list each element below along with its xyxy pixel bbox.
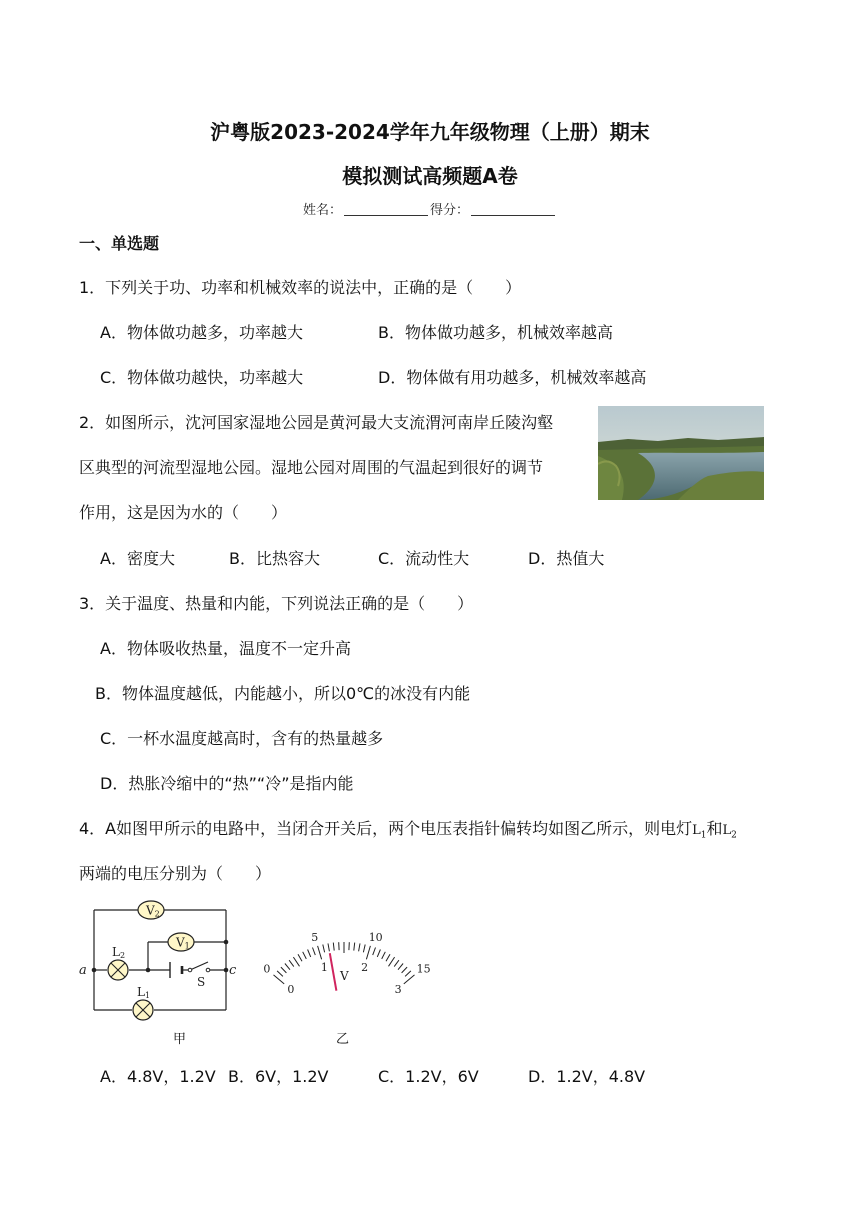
circuit-diagram — [76, 898, 246, 1048]
dial-tick — [308, 950, 311, 957]
dial-outer-label: 5 — [311, 931, 319, 945]
label-l2: L2 — [112, 945, 126, 960]
dial-tick — [354, 943, 355, 951]
label-switch: S — [197, 975, 206, 989]
figure-caption-yi: 乙 — [336, 1032, 350, 1047]
lamp-l1-icon — [133, 1000, 153, 1020]
dial-tick — [333, 943, 334, 951]
score-label: 得分： — [430, 203, 470, 218]
dial-inner-label: 2 — [361, 960, 369, 974]
dial-tick — [394, 960, 399, 966]
question-2-stem-line-1: 2．如图所示，沈河国家湿地公园是黄河最大支流渭河南岸丘陵沟壑 — [79, 413, 554, 432]
meter-needle — [330, 953, 337, 991]
q1-option-b: B．物体做功越多，机械效率越高 — [378, 323, 613, 342]
svg-text:V2: V2 — [146, 903, 160, 919]
title-line-2: 模拟测试高频题A卷 — [342, 164, 518, 188]
label-node-c: c — [229, 963, 237, 978]
q2-option-b: B．比热容大 — [229, 549, 320, 568]
score-blank — [471, 215, 555, 216]
dial-tick — [323, 945, 325, 953]
lamp-l2-label: $L_2$ — [722, 823, 737, 841]
dial-outer-label: 10 — [368, 931, 383, 945]
dial-tick — [277, 971, 283, 977]
dial-outer-label: 0 — [263, 962, 271, 976]
q4-option-a: A．4.8V，1.2V — [100, 1067, 216, 1086]
dial-tick — [366, 946, 370, 959]
dial-tick — [405, 971, 411, 977]
question-1-stem: 1．下列关于功、功率和机械效率的说法中，正确的是（ ） — [79, 278, 522, 297]
lamp-l1-label: $L_1$ — [692, 823, 707, 841]
title-line-1: 沪粤版2023-2024学年九年级物理（上册）期末 — [210, 120, 650, 144]
dial-inner-label: 0 — [287, 983, 295, 996]
voltmeter-v1-icon — [168, 933, 194, 951]
name-label: 姓名： — [302, 203, 342, 218]
section-heading: 一、单选题 — [79, 234, 160, 253]
dial-tick — [293, 957, 299, 966]
dial-tick — [289, 960, 294, 966]
q3-option-a: A．物体吸收热量，温度不一定升高 — [100, 639, 351, 658]
question-4-stem-line-2: 两端的电压分别为（ ） — [79, 864, 272, 883]
question-3-stem: 3．关于温度、热量和内能，下列说法正确的是（ ） — [79, 594, 474, 613]
dial-tick — [359, 943, 360, 951]
figure-caption-jia: 甲 — [173, 1032, 187, 1047]
q1-option-d: D．物体做有用功越多，机械效率越高 — [378, 368, 647, 387]
dial-tick — [373, 948, 376, 956]
lamp-l2-icon — [108, 960, 128, 980]
q3-option-c: C．一杯水温度越高时，含有的热量越多 — [100, 729, 384, 748]
q4-option-b: B．6V，1.2V — [228, 1067, 329, 1086]
svg-text:V1: V1 — [176, 935, 190, 951]
question-2-stem-line-3: 作用，这是因为水的（ ） — [79, 503, 288, 522]
dial-tick — [363, 945, 365, 953]
dial-tick — [285, 964, 290, 970]
q3-option-b: B．物体温度越低，内能越小，所以0℃的冰没有内能 — [95, 684, 471, 703]
voltmeter-v2-icon — [138, 901, 164, 919]
dial-tick — [313, 948, 316, 956]
question-2-stem-line-2: 区典型的河流型湿地公园。湿地公园对周围的气温起到很好的调节 — [79, 458, 544, 477]
label-node-a: a — [79, 963, 87, 978]
q4-option-d: D．1.2V，4.8V — [528, 1067, 646, 1086]
dial-tick — [318, 946, 322, 959]
dial-outer-label: 15 — [416, 962, 431, 976]
dial-tick — [402, 967, 408, 973]
q4-option-c: C．1.2V，6V — [378, 1067, 479, 1086]
student-info — [0, 199, 860, 218]
q2-option-d: D．热值大 — [528, 549, 605, 568]
q2-option-a: A．密度大 — [100, 549, 175, 568]
q1-option-a: A．物体做功越多，功率越大 — [100, 323, 303, 342]
wetland-river-photo — [598, 406, 764, 500]
dial-tick — [398, 964, 403, 970]
q3-option-d: D．热胀冷缩中的“热”“冷”是指内能 — [100, 774, 354, 793]
dial-tick — [303, 952, 307, 959]
dial-inner-label: 3 — [394, 983, 402, 996]
voltmeter-dial — [252, 922, 442, 1002]
q4-stem-text: 4．A如图甲所示的电路中，当闭合开关后，两个电压表指针偏转均如图乙所示，则电灯 — [79, 819, 693, 838]
dial-tick — [382, 952, 386, 959]
label-l1: L1 — [137, 985, 151, 1000]
dial-tick — [281, 967, 287, 973]
dial-inner-label: 1 — [320, 960, 328, 974]
q4-and: 和 — [706, 819, 723, 838]
dial-tick — [377, 950, 380, 957]
name-blank — [344, 215, 428, 216]
dial-tick — [389, 957, 395, 966]
dial-tick — [386, 954, 390, 961]
dial-tick — [328, 943, 329, 951]
dial-unit: V — [340, 969, 349, 983]
q1-option-c: C．物体做功越快，功率越大 — [100, 368, 304, 387]
q2-option-c: C．流动性大 — [378, 549, 470, 568]
question-4-stem-line-1 — [79, 816, 737, 841]
dial-tick — [298, 954, 302, 961]
